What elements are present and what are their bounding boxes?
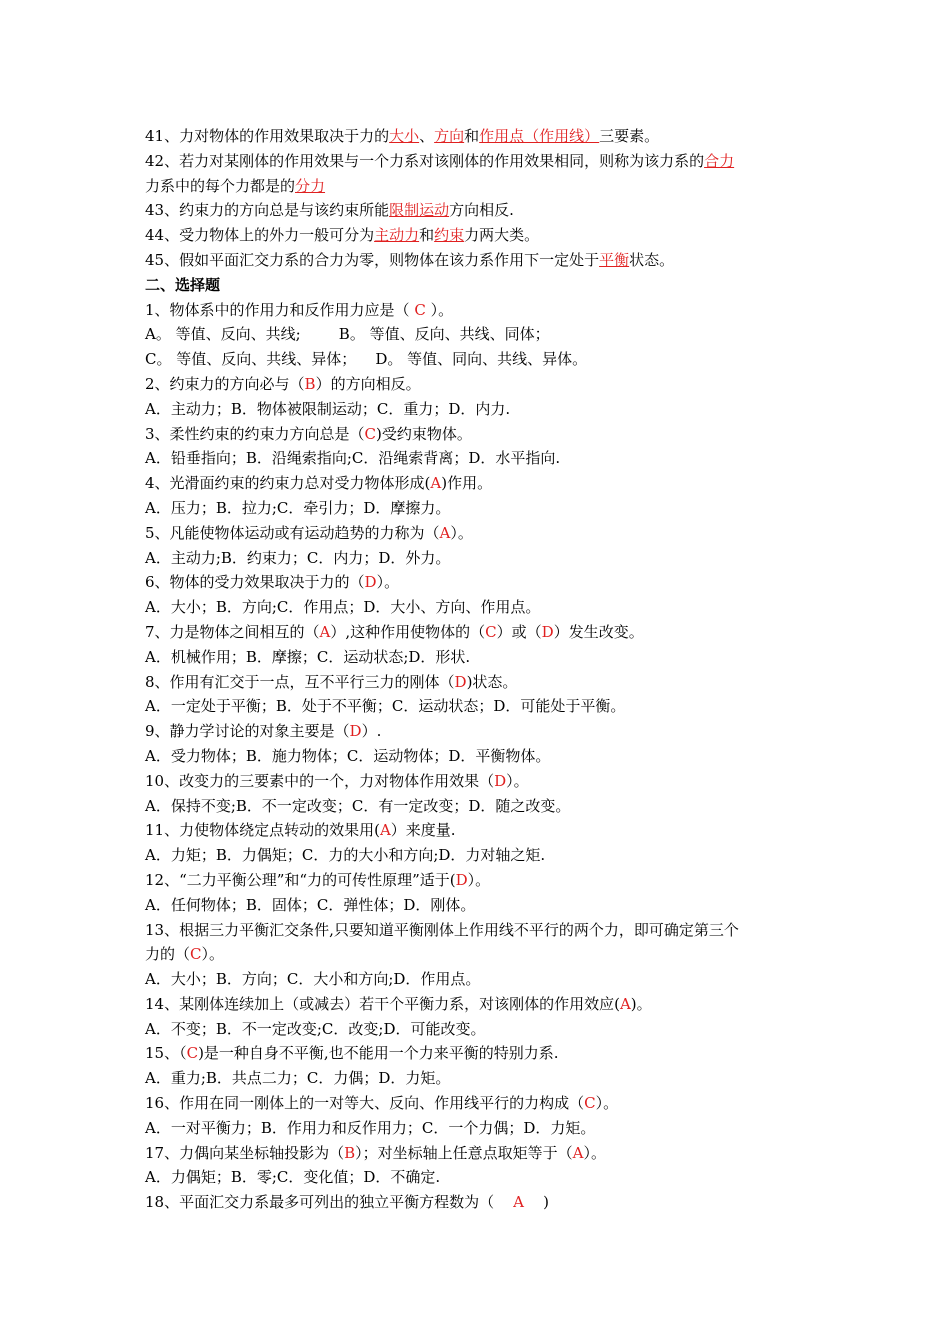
line-text: ）。 xyxy=(467,870,491,889)
answer-letter: B xyxy=(344,1143,356,1162)
line-text: ）或（ xyxy=(496,622,542,641)
answer-letter: A xyxy=(619,994,631,1013)
text-line xyxy=(145,248,815,273)
line-text: A．主动力；B．物体被限制运动；C．重力；D．内力. xyxy=(145,399,511,418)
line-text: )受约束物体。 xyxy=(376,424,472,443)
line-text: )状态。 xyxy=(466,672,518,691)
line-text: 力系中的每个力都是的 xyxy=(145,176,296,195)
line-text: A．任何物体；B．固体；C．弹性体；D．刚体。 xyxy=(145,895,476,914)
line-text: 10、改变力的三要素中的一个，力对物体作用效果（ xyxy=(145,771,495,790)
line-text: ）。 xyxy=(201,945,225,964)
answer-fill: 大小 xyxy=(389,127,420,145)
line-text: 44、受力物体上的外力一般可分为 xyxy=(145,226,375,245)
answer-letter: C xyxy=(584,1094,596,1113)
line-text: ）。 xyxy=(583,1143,606,1162)
answer-letter: C xyxy=(190,945,202,964)
text-line xyxy=(145,223,815,248)
line-text: )是一种自身不平衡,也不能用一个力来平衡的特别力系. xyxy=(198,1044,559,1063)
line-text: )。 xyxy=(630,994,652,1013)
text-line xyxy=(145,645,815,670)
text-line xyxy=(145,446,815,471)
answer-letter: B xyxy=(304,374,316,393)
text-line xyxy=(145,1017,815,1042)
line-text: A．重力;B．共点二力；C．力偶；D．力矩。 xyxy=(145,1069,451,1088)
line-text: 9、静力学讨论的对象主要是（ xyxy=(145,722,350,741)
line-text: ）。 xyxy=(506,771,529,790)
text-line xyxy=(145,422,815,447)
line-text: 15、（ xyxy=(145,1044,187,1063)
text-line xyxy=(145,719,815,744)
line-text: ）的方向相反。 xyxy=(315,374,421,393)
line-text: 和 xyxy=(419,226,435,245)
answer-letter: C xyxy=(186,1044,199,1063)
line-text: 8、作用有汇交于一点，互不平行三力的刚体（ xyxy=(145,672,455,691)
line-text: A．力矩；B．力偶矩；C．力的大小和方向;D．力对轴之矩. xyxy=(145,846,546,865)
line-text: 和 xyxy=(464,127,480,145)
text-line xyxy=(145,1091,815,1116)
text-line xyxy=(145,670,815,695)
answer-fill: 方向 xyxy=(434,127,465,145)
line-text: 43、约束力的方向总是与该约束所能 xyxy=(145,201,390,220)
line-text: A．压力；B．拉力;C．牵引力；D．摩擦力。 xyxy=(145,498,451,517)
text-line xyxy=(145,1141,815,1166)
line-text: 、 xyxy=(419,127,435,145)
answer-letter: A xyxy=(430,474,442,493)
line-text: A．一对平衡力；B．作用力和反作用力；C．一个力偶；D．力矩。 xyxy=(145,1118,596,1137)
text-line xyxy=(145,372,815,397)
text-line xyxy=(145,546,815,571)
line-text: ）。 xyxy=(425,300,454,319)
answer-fill: 分力 xyxy=(295,176,326,195)
line-text: A．力偶矩；B．零;C．变化值；D．不确定. xyxy=(145,1168,441,1187)
text-line xyxy=(145,298,815,323)
text-line xyxy=(145,794,815,819)
text-line xyxy=(145,967,815,992)
text-line xyxy=(145,149,815,174)
text-line xyxy=(145,198,815,223)
answer-letter: C xyxy=(414,300,426,319)
line-text: 45、假如平面汇交力系的合力为零，则物体在该力系作用下一定处于 xyxy=(145,250,600,269)
line-text: 状态。 xyxy=(629,250,675,269)
line-text: 方向相反. xyxy=(449,201,514,220)
answer-letter: A xyxy=(513,1193,525,1212)
answer-letter: D xyxy=(494,771,507,790)
answer-fill: 主动力 xyxy=(374,226,420,245)
line-text: 11、力使物体绕定点转动的效果用( xyxy=(145,821,380,840)
line-text: )作用。 xyxy=(441,474,493,493)
line-text: A．受力物体；B．施力物体；C．运动物体；D．平衡物体。 xyxy=(145,746,551,765)
text-line xyxy=(145,496,815,521)
text-line xyxy=(145,1165,815,1190)
line-text: 16、作用在同一刚体上的一对等大、反向、作用线平行的力构成（ xyxy=(145,1094,585,1113)
line-text: A。 等值、反向、共线; B。 等值、反向、共线、同体； xyxy=(145,325,550,344)
answer-fill: 作用点（作用线） xyxy=(479,127,600,145)
text-line xyxy=(145,992,815,1017)
answer-letter: A xyxy=(439,523,451,542)
text-line xyxy=(145,347,815,372)
line-text: ）. xyxy=(361,722,382,741)
line-text: 17、力偶向某坐标轴投影为（ xyxy=(145,1143,345,1162)
line-text: 12、“二力平衡公理”和“力的可传性原理”适于( xyxy=(145,870,456,889)
line-text: 2、约束力的方向必与（ xyxy=(145,374,305,393)
line-text: A．大小；B．方向；C．大小和方向;D．作用点。 xyxy=(145,970,481,989)
answer-letter: A xyxy=(572,1143,584,1162)
text-line xyxy=(145,868,815,893)
line-text: ）；对坐标轴上任意点取矩等于（ xyxy=(355,1143,573,1162)
line-text: ) xyxy=(524,1193,549,1212)
answer-fill: 限制运动 xyxy=(389,201,450,220)
text-line xyxy=(145,694,815,719)
line-text: A．铅垂指向；B．沿绳索指向;C．沿绳索背离；D．水平指向. xyxy=(145,449,561,468)
answer-letter: D xyxy=(349,722,362,741)
line-text: A．一定处于平衡；B．处于不平衡；C．运动状态；D．可能处于平衡。 xyxy=(145,697,626,716)
line-text: 13、根据三力平衡汇交条件,只要知道平衡刚体上作用线不平行的两个力，即可确定第三个 xyxy=(145,920,739,939)
answer-letter: C xyxy=(364,424,377,443)
text-line xyxy=(145,322,815,347)
line-text: ）来度量. xyxy=(390,821,456,840)
answer-fill: 约束 xyxy=(434,226,465,245)
text-line xyxy=(145,1116,815,1141)
text-line xyxy=(145,843,815,868)
text-line xyxy=(145,620,815,645)
line-text: 三要素。 xyxy=(599,127,660,145)
line-text: 1、物体系中的作用力和反作用力应是（ xyxy=(145,300,415,319)
text-line xyxy=(145,1190,815,1215)
document-page xyxy=(145,124,815,1215)
answer-letter: D xyxy=(364,573,377,592)
answer-letter: A xyxy=(379,821,391,840)
text-line xyxy=(145,893,815,918)
line-text: 力两大类。 xyxy=(464,226,540,245)
line-text: 6、物体的受力效果取决于力的（ xyxy=(145,573,365,592)
line-text: 41、力对物体的作用效果取决于力的 xyxy=(145,127,390,145)
line-text: A．机械作用；B．摩擦；C．运动状态;D．形状. xyxy=(145,647,471,666)
answer-fill: 平衡 xyxy=(599,250,630,269)
text-line xyxy=(145,918,815,943)
line-text: A．主动力;B．约束力；C．内力；D．外力。 xyxy=(145,548,451,567)
line-text: 42、若力对某刚体的作用效果与一个力系对该刚体的作用效果相同，则称为该力系的 xyxy=(145,151,705,170)
line-text: 力的（ xyxy=(145,945,191,964)
line-text: ）。 xyxy=(450,523,473,542)
text-line xyxy=(145,1041,815,1066)
line-text: 18、平面汇交力系最多可列出的独立平衡方程数为（ xyxy=(145,1193,514,1212)
line-text: 7、力是物体之间相互的（ xyxy=(145,622,320,641)
line-text: 14、某刚体连续加上（或减去）若干个平衡力系，对该刚体的作用效应( xyxy=(145,994,620,1013)
line-text: ）。 xyxy=(376,573,400,592)
line-text: 5、凡能使物体运动或有运动趋势的力称为（ xyxy=(145,523,440,542)
text-line xyxy=(145,174,815,199)
text-line xyxy=(145,521,815,546)
line-text: C。 等值、反向、共线、异体； D。 等值、同向、共线、异体。 xyxy=(145,350,588,369)
text-line xyxy=(145,471,815,496)
text-line xyxy=(145,1066,815,1091)
line-text: A．大小；B．方向;C．作用点；D．大小、方向、作用点。 xyxy=(145,598,541,617)
line-text: ）,这种作用使物体的（ xyxy=(330,622,486,641)
text-line xyxy=(145,397,815,422)
line-text: 4、光滑面约束的约束力总对受力物体形成( xyxy=(145,474,431,493)
text-line xyxy=(145,273,815,298)
answer-letter: A xyxy=(319,622,331,641)
answer-letter: C xyxy=(485,622,497,641)
answer-letter: D xyxy=(455,870,468,889)
text-line xyxy=(145,124,815,149)
text-line xyxy=(145,769,815,794)
text-line xyxy=(145,818,815,843)
line-text: 3、柔性约束的约束力方向总是（ xyxy=(145,424,365,443)
line-text: A．保持不变;B．不一定改变；C．有一定改变；D．随之改变。 xyxy=(145,796,571,815)
answer-fill: 合力 xyxy=(704,151,735,170)
answer-letter: D xyxy=(541,622,554,641)
text-line xyxy=(145,595,815,620)
text-line xyxy=(145,570,815,595)
text-line xyxy=(145,942,815,967)
answer-letter: D xyxy=(454,672,467,691)
line-text: ）。 xyxy=(595,1094,619,1113)
line-text: ）发生改变。 xyxy=(553,622,644,641)
text-line xyxy=(145,744,815,769)
line-text: A．不变；B．不一定改变;C．改变;D．可能改变。 xyxy=(145,1019,486,1038)
section-heading: 二、选择题 xyxy=(145,275,221,294)
